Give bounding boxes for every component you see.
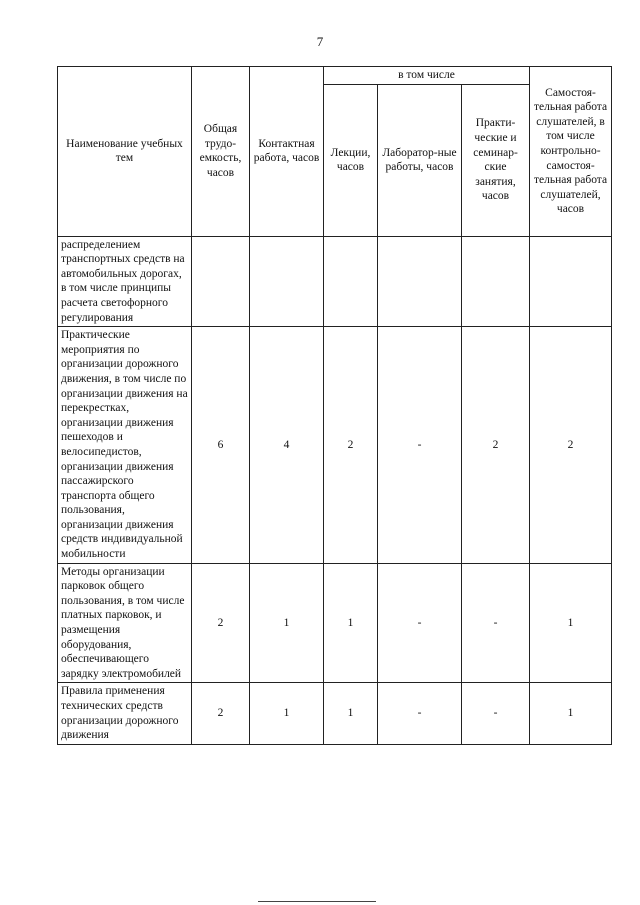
- cell-self-study: 2: [530, 327, 612, 564]
- cell-topic: Правила применения технических средств организации дорожного движения: [58, 683, 192, 744]
- cell-topic: Практические мероприятия по организации дорожного движения, в том числе по организации движения на перекрестках, организации движения пешеходов и велосипедистов, организации движения пассажирского транспорта общего пользования, организации движения средств индивидуальной мобильности: [58, 327, 192, 564]
- cell-total: 2: [192, 683, 250, 744]
- cell-lectures: 1: [324, 563, 378, 683]
- header-lectures: Лекции, часов: [324, 84, 378, 236]
- cell-labs: [378, 236, 462, 327]
- cell-self-study: 1: [530, 563, 612, 683]
- cell-contact: 1: [250, 683, 324, 744]
- cell-total: [192, 236, 250, 327]
- cell-contact: 1: [250, 563, 324, 683]
- header-total: Общая трудо-емкость, часов: [192, 67, 250, 237]
- header-including: в том числе: [324, 67, 530, 85]
- cell-self-study: 1: [530, 683, 612, 744]
- cell-practice: [462, 236, 530, 327]
- table-row: [58, 327, 612, 564]
- cell-contact: [250, 236, 324, 327]
- cell-labs: -: [378, 683, 462, 744]
- header-topic: Наименование учебных тем: [58, 67, 192, 237]
- cell-lectures: [324, 236, 378, 327]
- curriculum-table: [57, 66, 612, 745]
- header-self-study: Самостоя-тельная работа слушателей, в том числе контрольно-самостоя-тельная работа слушателей, часов: [530, 67, 612, 237]
- header-labs: Лаборатор-ные работы, часов: [378, 84, 462, 236]
- bottom-rule: [258, 901, 376, 902]
- header-contact: Контактная работа, часов: [250, 67, 324, 237]
- cell-lectures: 2: [324, 327, 378, 564]
- cell-contact: 4: [250, 327, 324, 564]
- cell-labs: -: [378, 327, 462, 564]
- cell-practice: -: [462, 683, 530, 744]
- table-row: [58, 236, 612, 327]
- table-row: [58, 563, 612, 683]
- cell-topic: распределением транспортных средств на автомобильных дорогах, в том числе принципы расчета светофорного регулирования: [58, 236, 192, 327]
- cell-topic: Методы организации парковок общего пользования, в том числе платных парковок, и размещения оборудования, обеспечивающего зарядку электромобилей: [58, 563, 192, 683]
- cell-lectures: 1: [324, 683, 378, 744]
- cell-practice: -: [462, 563, 530, 683]
- table-row: [58, 683, 612, 744]
- cell-total: 2: [192, 563, 250, 683]
- cell-total: 6: [192, 327, 250, 564]
- cell-labs: -: [378, 563, 462, 683]
- header-practice: Практи-ческие и семинар-ские занятия, часов: [462, 84, 530, 236]
- cell-practice: 2: [462, 327, 530, 564]
- page-number: 7: [316, 34, 324, 49]
- cell-self-study: [530, 236, 612, 327]
